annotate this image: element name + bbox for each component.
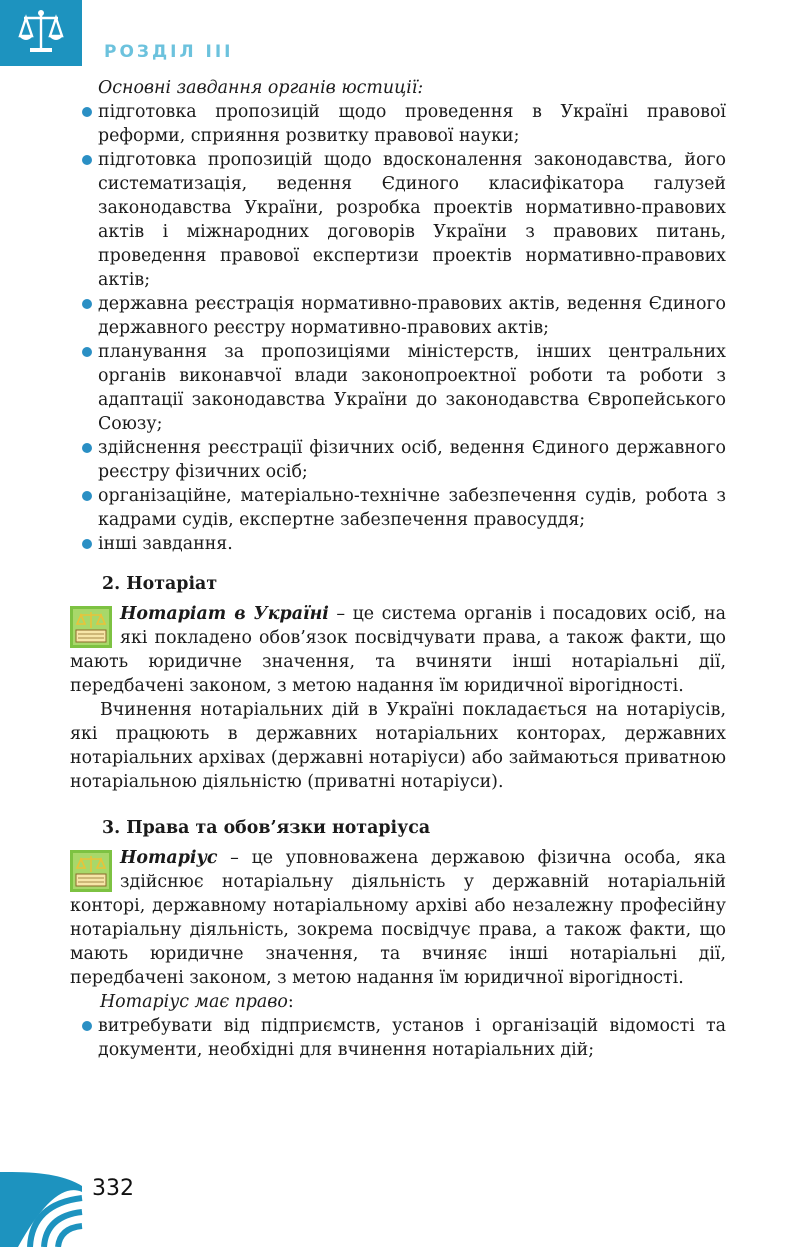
list-item: інші завдання. — [70, 532, 726, 556]
definition-term: Нотаріус — [120, 848, 218, 868]
bullet-icon — [82, 155, 92, 165]
notary-rights-heading: 3. Права та обов’язки нотаріуса — [102, 818, 431, 838]
notariat-heading: 2. Нотаріат — [102, 574, 218, 594]
definition-text: – це уповноважена державою фізична особа, яка здійснює нотаріальну діяльність у державній нотаріальній конторі, державному нотаріальному архіві або незалежну професійну нотаріальну діяльність, зокрема посвідчує права, а також факти, що мають юридичне значення, та вчиняє інші нотаріальні дії, передбачені законом, з метою надання їм юридичної вірогідності. — [70, 848, 726, 988]
bullet-icon — [82, 299, 92, 309]
bullet-icon — [82, 491, 92, 501]
bullet-icon — [82, 347, 92, 357]
bullet-icon — [82, 443, 92, 453]
intro-heading: Основні завдання органів юстиції: — [98, 78, 424, 98]
definition-term: Нотаріат в Україні — [120, 604, 329, 624]
list-item: організаційне, матеріально-технічне забезпечення судів, робота з кадрами судів, експертне забезпечення правосуддя; — [70, 484, 726, 532]
section-label: РОЗДІЛ ІІІ — [104, 42, 234, 62]
definition-book-icon — [70, 606, 112, 648]
rights-heading: Нотаріус має право: — [100, 992, 294, 1012]
bullet-icon — [82, 539, 92, 549]
notary-rights-list — [70, 1014, 726, 1062]
list-item: підготовка пропозицій щодо проведення в Україні правової реформи, сприяння розвитку правової науки; — [70, 100, 726, 148]
bullet-icon — [82, 107, 92, 117]
page-corner-decoration — [0, 1164, 90, 1247]
notariat-paragraph: Вчинення нотаріальних дій в Україні покладається на нотаріусів, які працюють в державних нотаріальних конторах, державних нотаріальних архівах (державні нотаріуси) або займаються приватною нотаріальною діяльністю (приватні нотаріуси). — [70, 700, 726, 792]
section-badge — [0, 0, 82, 66]
justice-tasks-list — [70, 100, 726, 556]
bullet-icon — [82, 1021, 92, 1031]
definition-book-icon — [70, 850, 112, 892]
notariat-definition — [70, 602, 726, 698]
list-item: витребувати від підприємств, установ і організацій відомості та документи, необхідні для вчинення нотаріальних дій; — [70, 1014, 726, 1062]
list-item: підготовка пропозицій щодо вдосконалення законодавства, його систематизація, ведення Єдиного класифікатора галузей законодавства України, розробка проектів нормативно-правових актів і міжнародних договорів України з правових питань, проведення правової експертизи проектів нормативно-правових актів; — [70, 148, 726, 292]
page-number: 332 — [92, 1176, 134, 1201]
page-content — [70, 76, 726, 1062]
list-item: здійснення реєстрації фізичних осіб, ведення Єдиного державного реєстру фізичних осіб; — [70, 436, 726, 484]
scales-icon — [18, 8, 64, 58]
list-item: планування за пропозиціями міністерств, інших центральних органів виконавчої влади законопроектної роботи та роботи з адаптації законодавства України до законодавства Європейського Союзу; — [70, 340, 726, 436]
list-item: державна реєстрація нормативно-правових актів, ведення Єдиного державного реєстру нормативно-правових актів; — [70, 292, 726, 340]
definition-text: – це система органів і посадових осіб, на які покладено обов’язок посвідчувати права, а також факти, що мають юридичне значення, та вчиняти інші нотаріальні дії, передбачені законом, з метою надання їм юридичної вірогідності. — [70, 604, 726, 696]
notary-definition — [70, 846, 726, 990]
